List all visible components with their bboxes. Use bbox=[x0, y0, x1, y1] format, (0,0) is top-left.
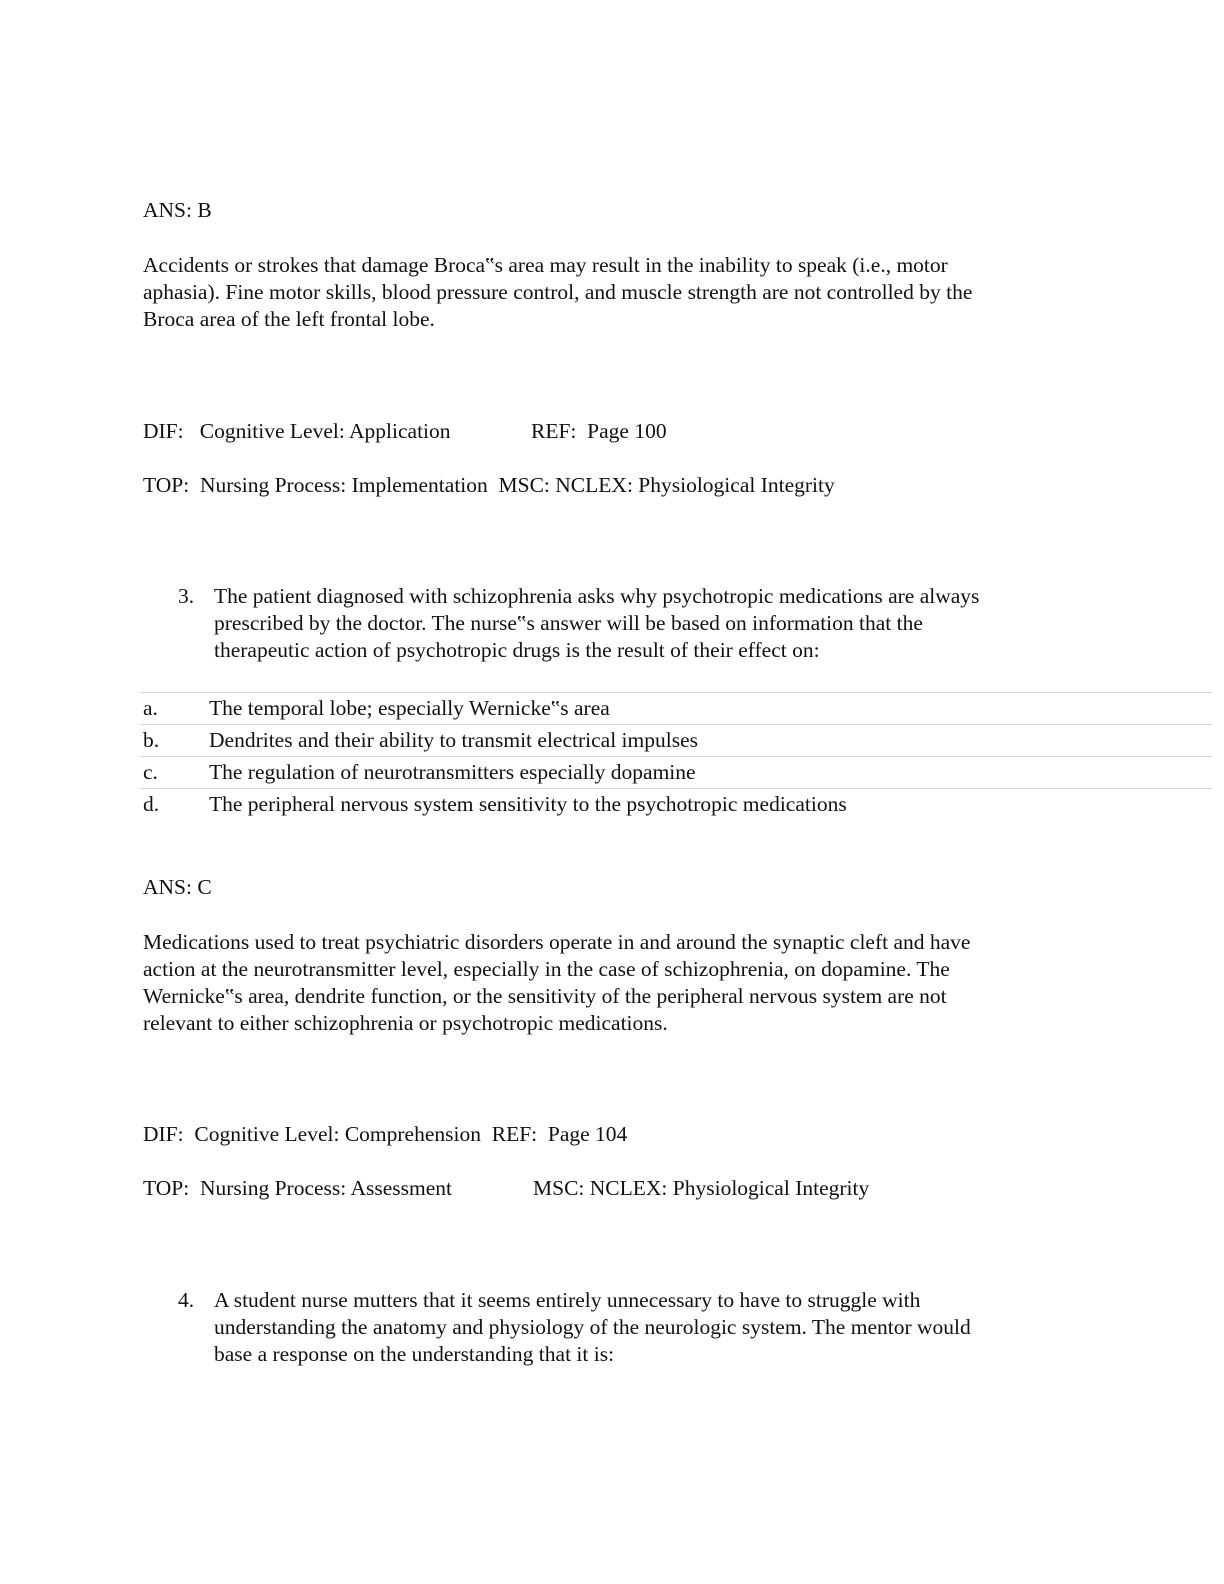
option-text: The temporal lobe; especially Wernicke‟s area bbox=[209, 696, 610, 720]
question-stem-line: A student nurse mutters that it seems entirely unnecessary to have to struggle with bbox=[214, 1288, 921, 1312]
option-text: The peripheral nervous system sensitivity to the psychotropic medications bbox=[209, 792, 847, 816]
rationale-line: Accidents or strokes that damage Broca‟s area may result in the inability to speak (i.e., motor bbox=[143, 253, 948, 277]
msc-label: MSC: NCLEX: Physiological Integrity bbox=[533, 1176, 870, 1200]
rationale-line: Wernicke‟s area, dendrite function, or the sensitivity of the peripheral nervous system are not bbox=[143, 984, 947, 1008]
question-stem-line: The patient diagnosed with schizophrenia asks why psychotropic medications are always bbox=[214, 584, 980, 608]
question-number: 3. bbox=[178, 584, 195, 608]
rationale-line: Broca area of the left frontal lobe. bbox=[143, 307, 435, 331]
topic-label: TOP: Nursing Process: Assessment bbox=[143, 1176, 452, 1200]
option-letter: a. bbox=[143, 696, 158, 720]
difficulty-reference-label: DIF: Cognitive Level: Comprehension REF: Page 104 bbox=[143, 1122, 628, 1146]
question-stem-line: base a response on the understanding that it is: bbox=[214, 1342, 615, 1366]
option-divider bbox=[141, 756, 1212, 757]
rationale-line: action at the neurotransmitter level, especially in the case of schizophrenia, on dopamine. The bbox=[143, 957, 950, 981]
rationale-paragraph bbox=[143, 929, 1083, 1037]
question-number: 4. bbox=[178, 1288, 195, 1312]
answer-option-b bbox=[141, 724, 1212, 755]
question-stem bbox=[214, 1287, 1084, 1368]
topic-msc-label: TOP: Nursing Process: Implementation MSC: NCLEX: Physiological Integrity bbox=[143, 473, 835, 497]
question-stem bbox=[214, 583, 1084, 664]
answer-option-a bbox=[141, 692, 1212, 723]
answer-option-c bbox=[141, 756, 1212, 787]
reference-label: REF: Page 100 bbox=[531, 419, 667, 443]
answer-key: ANS: B bbox=[143, 198, 212, 222]
option-letter: c. bbox=[143, 760, 158, 784]
rationale-line: aphasia). Fine motor skills, blood pressure control, and muscle strength are not controlled by the bbox=[143, 280, 973, 304]
option-divider bbox=[141, 692, 1212, 693]
rationale-paragraph bbox=[143, 252, 1083, 333]
option-text: Dendrites and their ability to transmit electrical impulses bbox=[209, 728, 698, 752]
option-letter: d. bbox=[143, 792, 160, 816]
rationale-line: relevant to either schizophrenia or psychotropic medications. bbox=[143, 1011, 668, 1035]
question-stem-line: understanding the anatomy and physiology of the neurologic system. The mentor would bbox=[214, 1315, 971, 1339]
option-divider bbox=[141, 724, 1212, 725]
answer-key: ANS: C bbox=[143, 875, 212, 899]
difficulty-label: DIF: Cognitive Level: Application bbox=[143, 419, 451, 443]
option-text: The regulation of neurotransmitters especially dopamine bbox=[209, 760, 696, 784]
answer-option-d bbox=[141, 788, 1212, 819]
rationale-line: Medications used to treat psychiatric disorders operate in and around the synaptic cleft and have bbox=[143, 930, 971, 954]
option-letter: b. bbox=[143, 728, 160, 752]
question-stem-line: prescribed by the doctor. The nurse‟s answer will be based on information that the bbox=[214, 611, 923, 635]
question-stem-line: therapeutic action of psychotropic drugs is the result of their effect on: bbox=[214, 638, 820, 662]
option-divider bbox=[141, 788, 1212, 789]
